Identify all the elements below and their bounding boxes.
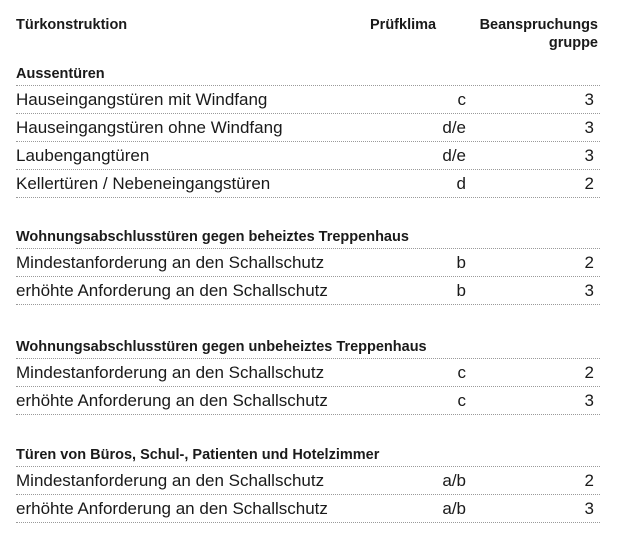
table-row (16, 142, 600, 170)
column-header-stress-group-line1: Beanspruchungs (479, 17, 598, 33)
row-climate: c (457, 363, 466, 382)
row-climate: b (456, 253, 466, 272)
column-header-stress-group-line2: gruppe (548, 35, 598, 51)
section-unheated-stairwell (16, 336, 600, 415)
row-group: 3 (584, 146, 594, 165)
row-climate: c (457, 90, 466, 109)
row-label: erhöhte Anforderung an den Schallschutz (16, 281, 328, 300)
section-title: Wohnungsabschlusstüren gegen beheiztes Treppenhaus (16, 226, 600, 249)
table-row (16, 359, 600, 387)
table-row (16, 170, 600, 198)
row-label: erhöhte Anforderung an den Schallschutz (16, 499, 328, 518)
section-exterior-doors (16, 63, 600, 198)
table-row (16, 249, 600, 277)
row-label: Mindestanforderung an den Schallschutz (16, 471, 325, 490)
row-group: 3 (584, 281, 594, 300)
table-row (16, 467, 600, 495)
table-row (16, 495, 600, 523)
row-climate: b (456, 281, 466, 300)
row-climate: c (457, 391, 466, 410)
section-title: Türen von Büros, Schul-, Patienten und Hotelzimmer (16, 444, 600, 467)
row-climate: a/b (442, 471, 466, 490)
section-heated-stairwell (16, 226, 600, 305)
row-label: erhöhte Anforderung an den Schallschutz (16, 391, 328, 410)
section-title: Wohnungsabschlusstüren gegen unbeheiztes Treppenhaus (16, 336, 600, 359)
section-office-school-doors (16, 444, 600, 523)
column-header-test-climate: Prüfklima (370, 17, 437, 33)
row-group: 2 (584, 253, 594, 272)
row-group: 2 (584, 471, 594, 490)
row-climate: d (456, 174, 466, 193)
row-climate: d/e (442, 146, 466, 165)
row-label: Mindestanforderung an den Schallschutz (16, 253, 325, 272)
row-group: 3 (584, 90, 594, 109)
row-climate: a/b (442, 499, 466, 518)
row-group: 3 (584, 499, 594, 518)
row-label: Hauseingangstüren mit Windfang (16, 90, 268, 109)
row-label: Laubengangtüren (16, 146, 150, 165)
table-row (16, 387, 600, 415)
table-row (16, 277, 600, 305)
section-title: Aussentüren (16, 63, 600, 86)
table-row (16, 114, 600, 142)
column-header-door-construction: Türkonstruktion (16, 17, 128, 33)
row-group: 2 (584, 363, 594, 382)
table-row (16, 86, 600, 114)
row-group: 3 (584, 118, 594, 137)
column-header-stress-group (448, 16, 598, 52)
row-climate: d/e (442, 118, 466, 137)
row-label: Mindestanforderung an den Schallschutz (16, 363, 325, 382)
row-label: Kellertüren / Nebeneingangstüren (16, 174, 271, 193)
row-group: 2 (584, 174, 594, 193)
row-label: Hauseingangstüren ohne Windfang (16, 118, 283, 137)
row-group: 3 (584, 391, 594, 410)
